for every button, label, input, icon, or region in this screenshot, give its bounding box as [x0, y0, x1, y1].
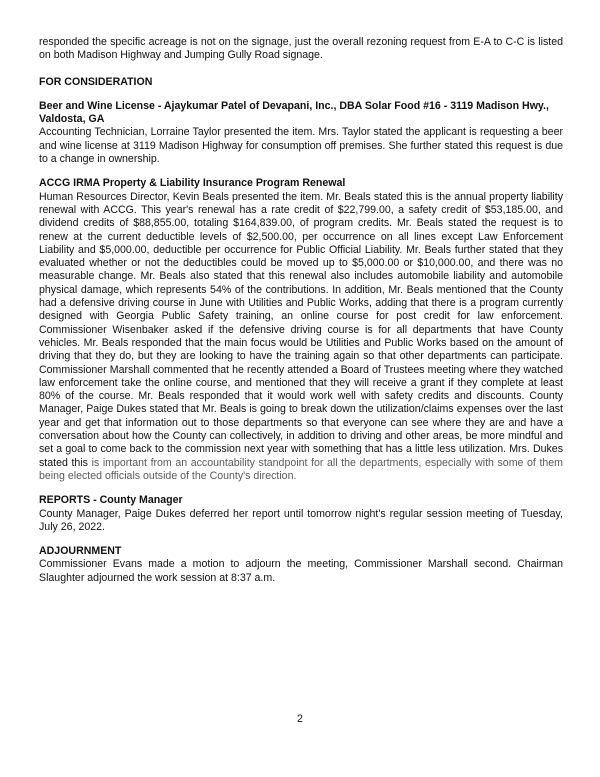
adjournment-body: Commissioner Evans made a motion to adjourn the meeting, Commissioner Marshall second. Chairman Slaughter adjourned the work session at 8:37 a.m.: [39, 558, 563, 584]
reports-heading: REPORTS - County Manager: [39, 494, 183, 507]
accg-renewal-body-faded-text: is important from an accountability standpoint for all the departments, especially with some of them being elected officials outside of the County's direction.: [39, 456, 563, 482]
for-consideration-heading: FOR CONSIDERATION: [39, 75, 153, 88]
page-number: 2: [297, 713, 303, 725]
intro-paragraph: responded the specific acreage is not on the signage, just the overall rezoning request from E-A to C-C is listed on both Madison Highway and Jumping Gully Road signage.: [39, 36, 563, 62]
accg-renewal-body-text: Human Resources Director, Kevin Beals presented the item. Mr. Beals stated this is the annual property liability renewal with ACCG. This year's renewal has a rate credit of $22,799.00, a safety credit of $53,185.00, and dividend credits of $88,855.00, totaling $164,839.00, of program credits. Mr. Beals stated the request is to renew at the current deductible levels of $2,500.00, per occurrence on all lines except Law Enforcement Liability and $5,000.00, deductible per occurrence for Public Official Liability. Mr. Beals further stated that they evaluated whether or not the deductibles could be moved up to $5,000.00 or $10,000.00, and there was no measurable change. Mr. Beals also stated that this renewal also includes automobile liability and automobile physical damage, which represents 54% of the contributions. In addition, Mr. Beals mentioned that the County had a defensive driving course in June with Utilities and Public Works, adding that there is a program currently designed with Georgia Public Safety training, an online course for post credit for law enforcement. Commissioner Wisenbaker asked if the defensive driving course is for all departments that have County vehicles. Mr. Beals responded that the main focus would be Utilities and Public Works based on the amount of driving that they do, but they are looking to have the training again so that other departments can participate. Commissioner Marshall commented that he recently attended a Board of Trustees meeting where they watched law enforcement take the online course, and mentioned that they will receive a grant if they complete at least 80% of the course. Mr. Beals responded that it would work well with safety credits and discounts. County Manager, Paige Dukes stated that Mr. Beals is going to break down the utilization/claims expenses over the last year and get that information out to those departments so that everyone can see where they are and have a conversation about how the County can collectively, in addition to driving and other areas, be more mindful and set a goal to come back to the commission next year with something that has a little less utilization. Mrs. Dukes stated this: [39, 190, 563, 469]
beer-wine-license-title: Beer and Wine License - Ajaykumar Patel of Devapani, Inc., DBA Solar Food #16 - 3119 Madison Hwy., Valdosta, GA: [39, 99, 549, 126]
accg-renewal-title: ACCG IRMA Property & Liability Insurance Program Renewal: [39, 177, 346, 190]
adjournment-heading: ADJOURNMENT: [39, 545, 122, 558]
document-page: [39, 36, 563, 585]
accg-renewal-body: [39, 191, 563, 484]
reports-body: County Manager, Paige Dukes deferred her report until tomorrow night's regular session meeting of Tuesday, July 26, 2022.: [39, 507, 563, 533]
beer-wine-license-body: Accounting Technician, Lorraine Taylor presented the item. Mrs. Taylor stated the applicant is requesting a beer and wine license at 3119 Madison Highway for consumption off premises. She further stated this request is due to a change in ownership.: [39, 126, 563, 166]
